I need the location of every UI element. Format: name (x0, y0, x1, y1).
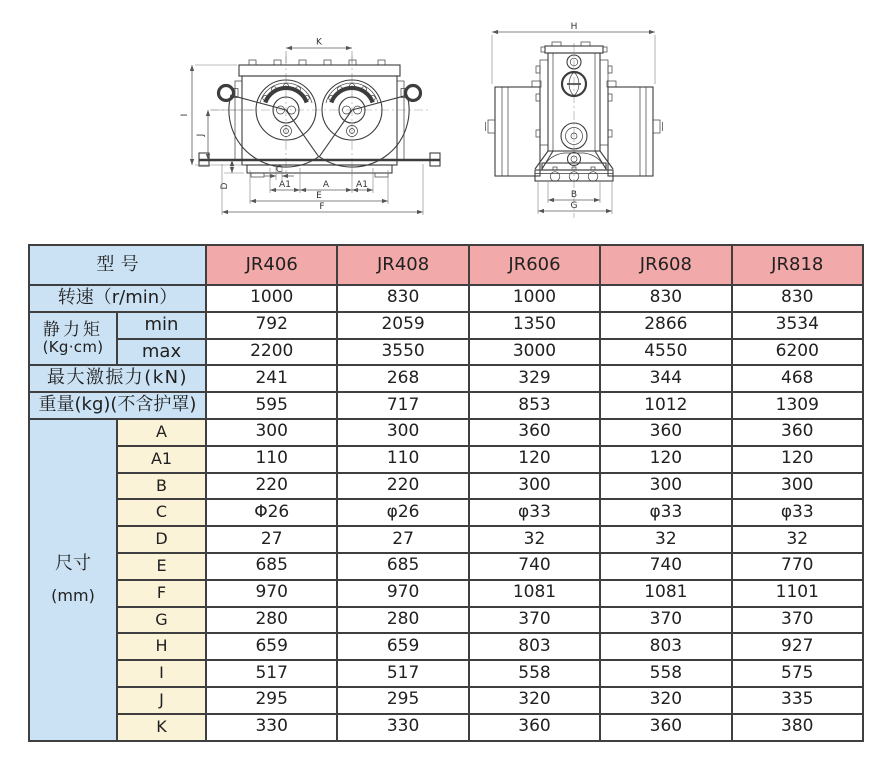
protective-cover-right (607, 81, 663, 176)
dimension-value: 330 (337, 714, 468, 741)
dimension-value: 32 (469, 526, 600, 553)
weight-value: 1309 (732, 392, 863, 419)
dimension-value: 335 (732, 687, 863, 714)
motor-housing (235, 60, 404, 165)
dimension-value: 300 (732, 473, 863, 500)
dimension-value: 558 (600, 660, 731, 687)
max-force-label: 最大激振力(kN) (29, 365, 206, 392)
dim-label-E: E (316, 191, 322, 201)
weight-value: 595 (206, 392, 337, 419)
dim-label-A1-right: A1 (356, 180, 368, 190)
dimension-value: φ33 (600, 499, 731, 526)
dimension-value: 360 (469, 714, 600, 741)
dimension-value: 360 (732, 419, 863, 446)
dim-label-H: H (570, 22, 578, 32)
dimension-value: 320 (600, 687, 731, 714)
dim-label-J: J (196, 133, 206, 137)
dimension-row-A (29, 419, 863, 446)
dimensions-group-label (29, 419, 117, 741)
dimension-value: 659 (337, 633, 468, 660)
center-lines (210, 56, 428, 176)
dimension-letter: D (117, 526, 206, 553)
model-header-jr406: JR406 (206, 245, 337, 285)
max-force-value: 329 (469, 365, 600, 392)
side-view-drawing (475, 18, 710, 233)
dimension-row-C (29, 499, 863, 526)
dimension-value: 1081 (600, 580, 731, 607)
dim-label-A: A (322, 180, 330, 190)
dimension-letter: A1 (117, 446, 206, 473)
max-force-value: 468 (732, 365, 863, 392)
static-moment-max-value: 3000 (469, 339, 600, 366)
dimension-value: 300 (469, 473, 600, 500)
speed-value: 830 (732, 285, 863, 312)
dimension-value: 803 (600, 633, 731, 660)
dimension-value: Φ26 (206, 499, 337, 526)
weight-value: 853 (469, 392, 600, 419)
dimension-row-A1 (29, 446, 863, 473)
min-label: min (117, 312, 206, 339)
static-moment-min-value: 1350 (469, 312, 600, 339)
dimension-letter: I (117, 660, 206, 687)
speed-value: 1000 (206, 285, 337, 312)
dimension-value: 558 (469, 660, 600, 687)
dim-label-F: F (319, 202, 325, 212)
dimensions-title: 尺寸 (55, 552, 91, 574)
dimension-value: 740 (600, 553, 731, 580)
dimension-D (220, 160, 244, 189)
dim-label-B: B (570, 190, 578, 200)
dimension-value: 27 (206, 526, 337, 553)
static-moment-title: 静力矩 (42, 319, 104, 340)
static-moment-min-value: 2059 (337, 312, 468, 339)
dimension-letter: C (117, 499, 206, 526)
static-moment-max-row (29, 339, 863, 366)
weight-value: 717 (337, 392, 468, 419)
dimension-A1-A-A1 (270, 168, 373, 193)
dimension-value: 110 (206, 446, 337, 473)
dimension-value: 685 (206, 553, 337, 580)
static-moment-max-value: 4550 (600, 339, 731, 366)
dimension-letter: J (117, 687, 206, 714)
weight-value: 1012 (600, 392, 731, 419)
dim-label-D: D (220, 182, 230, 190)
dimension-letter: B (117, 473, 206, 500)
dimension-row-K (29, 714, 863, 741)
dimension-value: 970 (337, 580, 468, 607)
static-moment-max-value: 3550 (337, 339, 468, 366)
front-view-drawing (115, 18, 465, 233)
model-header-jr608: JR608 (600, 245, 731, 285)
dimension-row-B (29, 473, 863, 500)
dimension-letter: K (117, 714, 206, 741)
dimension-letter: A (117, 419, 206, 446)
dimension-value: 740 (469, 553, 600, 580)
dimension-row-D (29, 526, 863, 553)
dimension-value: 32 (600, 526, 731, 553)
dimension-value: φ26 (337, 499, 468, 526)
speed-row (29, 285, 863, 312)
dimension-row-G (29, 607, 863, 634)
model-header-jr818: JR818 (732, 245, 863, 285)
dim-label-C: C (275, 165, 283, 175)
spec-table (28, 244, 864, 742)
dimension-value: 360 (469, 419, 600, 446)
weight-label: 重量(kg)(不含护罩) (29, 392, 206, 419)
dim-label-K: K (316, 37, 322, 48)
static-moment-min-value: 3534 (732, 312, 863, 339)
speed-value: 830 (337, 285, 468, 312)
dimension-value: 1081 (469, 580, 600, 607)
dimension-value: 120 (469, 446, 600, 473)
dimension-value: 27 (337, 526, 468, 553)
max-force-value: 268 (337, 365, 468, 392)
dimension-letter: H (117, 633, 206, 660)
speed-value: 830 (600, 285, 731, 312)
protective-cover-left (486, 81, 542, 176)
dimension-value: 370 (469, 607, 600, 634)
dim-label-I: I (180, 113, 190, 117)
dimension-value: φ33 (469, 499, 600, 526)
dimension-row-E (29, 553, 863, 580)
dimension-value: 300 (206, 419, 337, 446)
dimension-value: 300 (600, 473, 731, 500)
dimension-value: 517 (206, 660, 337, 687)
dimension-value: 970 (206, 580, 337, 607)
max-force-value: 241 (206, 365, 337, 392)
dimension-row-H (29, 633, 863, 660)
dimension-row-J (29, 687, 863, 714)
dimension-value: 295 (206, 687, 337, 714)
static-moment-max-value: 2200 (206, 339, 337, 366)
dimension-value: 803 (469, 633, 600, 660)
dimension-letter: F (117, 580, 206, 607)
static-moment-label (29, 312, 117, 366)
dim-label-G: G (570, 201, 578, 211)
static-moment-min-row (29, 312, 863, 339)
dimension-value: 220 (337, 473, 468, 500)
dimension-K (286, 38, 352, 64)
max-force-row (29, 365, 863, 392)
dimension-value: 370 (732, 607, 863, 634)
max-force-value: 344 (600, 365, 731, 392)
dimension-letter: G (117, 607, 206, 634)
dimension-value: 295 (337, 687, 468, 714)
dimension-value: 280 (206, 607, 337, 634)
dimension-value: 320 (469, 687, 600, 714)
dimension-value: 120 (600, 446, 731, 473)
dimension-value: 927 (732, 633, 863, 660)
weight-row (29, 392, 863, 419)
dimension-value: 685 (337, 553, 468, 580)
dimension-value: 1101 (732, 580, 863, 607)
dimension-value: 280 (337, 607, 468, 634)
dim-label-A1-left: A1 (279, 180, 291, 190)
dimension-value: 659 (206, 633, 337, 660)
dimension-value: 770 (732, 553, 863, 580)
static-moment-max-value: 6200 (732, 339, 863, 366)
header-row (29, 245, 863, 285)
dimension-value: 380 (732, 714, 863, 741)
dimensions-unit: (mm) (51, 585, 95, 605)
dimension-value: 575 (732, 660, 863, 687)
static-moment-min-value: 2866 (600, 312, 731, 339)
dimension-value: φ33 (732, 499, 863, 526)
dimension-value: 517 (337, 660, 468, 687)
dimension-row-F (29, 580, 863, 607)
dimension-value: 32 (732, 526, 863, 553)
dimension-letter: E (117, 553, 206, 580)
static-moment-unit: (Kg·cm) (42, 337, 104, 356)
model-header-jr408: JR408 (337, 245, 468, 285)
dimension-value: 110 (337, 446, 468, 473)
model-header-jr606: JR606 (469, 245, 600, 285)
dimension-value: 360 (600, 419, 731, 446)
dimension-value: 330 (206, 714, 337, 741)
max-label: max (117, 339, 206, 366)
dimension-value: 370 (600, 607, 731, 634)
dimension-value: 120 (732, 446, 863, 473)
model-column-header: 型号 (29, 245, 206, 285)
dimension-row-I (29, 660, 863, 687)
dimension-value: 360 (600, 714, 731, 741)
speed-label: 转速（r/min） (29, 285, 206, 312)
dimension-value: 300 (337, 419, 468, 446)
dimension-value: 220 (206, 473, 337, 500)
speed-value: 1000 (469, 285, 600, 312)
static-moment-min-value: 792 (206, 312, 337, 339)
